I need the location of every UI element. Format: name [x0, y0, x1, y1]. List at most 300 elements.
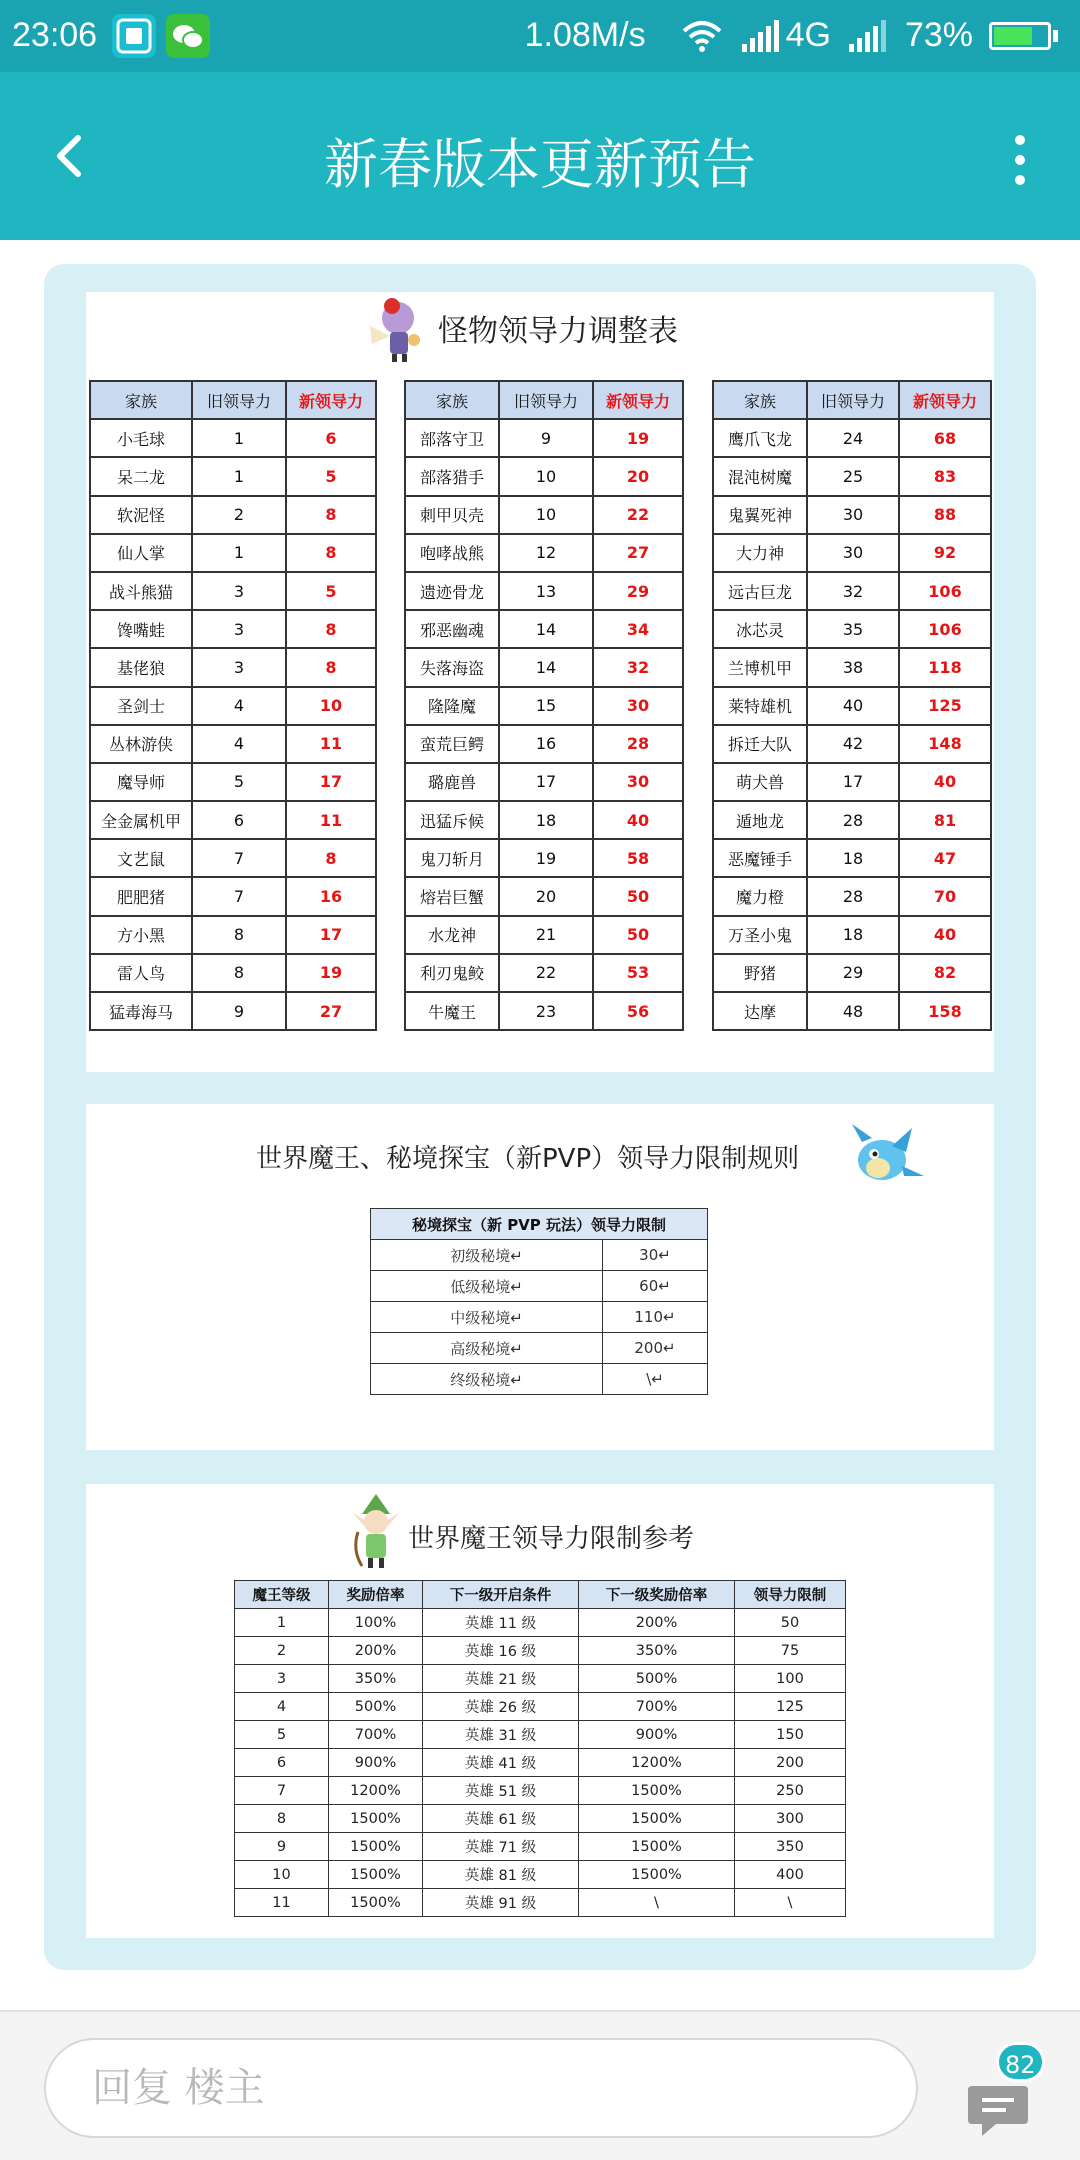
- family-cell: 刺甲贝壳: [405, 496, 499, 534]
- reward-rate-cell: 700%: [329, 1721, 423, 1749]
- new-leadership-cell: 8: [286, 839, 376, 877]
- new-leadership-cell: 20: [593, 457, 683, 495]
- old-leadership-cell: 19: [499, 839, 593, 877]
- old-leadership-cell: 24: [807, 419, 899, 457]
- table-row: [713, 457, 991, 495]
- boss-level-cell: 11: [235, 1889, 329, 1917]
- table-row: [371, 1240, 708, 1271]
- family-cell: 小毛球: [90, 419, 192, 457]
- new-leadership-cell: 8: [286, 534, 376, 572]
- new-leadership-cell: 106: [899, 610, 991, 648]
- new-leadership-cell: 58: [593, 839, 683, 877]
- new-leadership-cell: 88: [899, 496, 991, 534]
- new-leadership-cell: 50: [593, 877, 683, 915]
- pvp-card: [86, 1104, 994, 1450]
- new-leadership-cell: 148: [899, 725, 991, 763]
- realm-limit-cell: 110↵: [603, 1302, 708, 1333]
- header-family: 家族: [713, 381, 807, 419]
- family-cell: 混沌树魔: [713, 457, 807, 495]
- new-leadership-cell: 70: [899, 877, 991, 915]
- old-leadership-cell: 20: [499, 877, 593, 915]
- old-leadership-cell: 3: [192, 572, 286, 610]
- old-leadership-cell: 7: [192, 877, 286, 915]
- more-vert-icon[interactable]: [1010, 132, 1030, 188]
- family-cell: 恶魔锤手: [713, 839, 807, 877]
- family-cell: 全金属机甲: [90, 801, 192, 839]
- next-condition-cell: 英雄 31 级: [423, 1721, 579, 1749]
- family-cell: 文艺鼠: [90, 839, 192, 877]
- new-leadership-cell: 8: [286, 610, 376, 648]
- new-leadership-cell: 8: [286, 648, 376, 686]
- old-leadership-cell: 17: [807, 763, 899, 801]
- family-cell: 莱特雄机: [713, 687, 807, 725]
- realm-limit-cell: 30↵: [603, 1240, 708, 1271]
- table-row: [713, 992, 991, 1030]
- next-condition-cell: 英雄 51 级: [423, 1777, 579, 1805]
- next-reward-cell: 350%: [579, 1637, 735, 1665]
- new-leadership-cell: 92: [899, 534, 991, 572]
- next-condition-cell: 英雄 41 级: [423, 1749, 579, 1777]
- next-condition-cell: 英雄 61 级: [423, 1805, 579, 1833]
- signal-icon-2: [847, 20, 889, 52]
- reward-rate-cell: 1500%: [329, 1889, 423, 1917]
- old-leadership-cell: 38: [807, 648, 899, 686]
- table-row: [713, 763, 991, 801]
- family-cell: 隆隆魔: [405, 687, 499, 725]
- old-leadership-cell: 30: [807, 496, 899, 534]
- family-cell: 远古巨龙: [713, 572, 807, 610]
- old-leadership-cell: 30: [807, 534, 899, 572]
- new-leadership-cell: 19: [593, 419, 683, 457]
- new-leadership-cell: 5: [286, 457, 376, 495]
- old-leadership-cell: 23: [499, 992, 593, 1030]
- table-row: [90, 572, 376, 610]
- family-cell: 鬼刀斩月: [405, 839, 499, 877]
- realm-name-cell: 初级秘境↵: [371, 1240, 603, 1271]
- family-cell: 达摩: [713, 992, 807, 1030]
- table-row: [405, 496, 683, 534]
- table-row: [90, 839, 376, 877]
- header-old: 旧领导力: [499, 381, 593, 419]
- leadership-table-2: [404, 380, 684, 1031]
- new-leadership-cell: 10: [286, 687, 376, 725]
- old-leadership-cell: 1: [192, 457, 286, 495]
- boss-level-cell: 3: [235, 1665, 329, 1693]
- new-leadership-cell: 81: [899, 801, 991, 839]
- header-boss-level: 魔王等级: [235, 1581, 329, 1609]
- table-row: [371, 1302, 708, 1333]
- family-cell: 软泥怪: [90, 496, 192, 534]
- new-leadership-cell: 29: [593, 572, 683, 610]
- family-cell: 蛮荒巨鳄: [405, 725, 499, 763]
- family-cell: 遁地龙: [713, 801, 807, 839]
- old-leadership-cell: 42: [807, 725, 899, 763]
- new-leadership-cell: 22: [593, 496, 683, 534]
- reward-rate-cell: 1500%: [329, 1861, 423, 1889]
- new-leadership-cell: 8: [286, 496, 376, 534]
- comment-count-badge: 82: [996, 2042, 1045, 2082]
- next-reward-cell: 500%: [579, 1665, 735, 1693]
- next-condition-cell: 英雄 11 级: [423, 1609, 579, 1637]
- old-leadership-cell: 18: [807, 916, 899, 954]
- boss-card: [86, 1484, 994, 1938]
- family-cell: 圣剑士: [90, 687, 192, 725]
- network-type: 4G: [785, 16, 831, 54]
- leadership-limit-cell: 350: [735, 1833, 846, 1861]
- header-new: 新领导力: [286, 381, 376, 419]
- leadership-limit-cell: 400: [735, 1861, 846, 1889]
- table-row: [90, 457, 376, 495]
- family-cell: 水龙神: [405, 916, 499, 954]
- table-row: [405, 877, 683, 915]
- new-leadership-cell: 34: [593, 610, 683, 648]
- table-row: [405, 572, 683, 610]
- screenshot-icon: [112, 14, 156, 58]
- boss-level-cell: 5: [235, 1721, 329, 1749]
- family-cell: 鹰爪飞龙: [713, 419, 807, 457]
- leadership-title: 怪物领导力调整表: [438, 314, 678, 349]
- leadership-limit-cell: 150: [735, 1721, 846, 1749]
- leadership-table-1: [89, 380, 377, 1031]
- table-row: [235, 1665, 846, 1693]
- pvp-title: 世界魔王、秘境探宝（新PVP）领导力限制规则: [256, 1144, 800, 1174]
- table-row: [371, 1364, 708, 1395]
- reward-rate-cell: 1500%: [329, 1805, 423, 1833]
- table-row: [405, 801, 683, 839]
- old-leadership-cell: 13: [499, 572, 593, 610]
- table-row: [405, 534, 683, 572]
- table-row: [713, 610, 991, 648]
- old-leadership-cell: 12: [499, 534, 593, 572]
- leadership-limit-cell: \: [735, 1889, 846, 1917]
- monster-mascot-icon: [362, 292, 432, 364]
- table-row: [713, 839, 991, 877]
- family-cell: 魔导师: [90, 763, 192, 801]
- new-leadership-cell: 5: [286, 572, 376, 610]
- family-cell: 雷人鸟: [90, 954, 192, 992]
- family-cell: 利刃鬼鲛: [405, 954, 499, 992]
- new-leadership-cell: 17: [286, 763, 376, 801]
- family-cell: 馋嘴蛙: [90, 610, 192, 648]
- old-leadership-cell: 16: [499, 725, 593, 763]
- table-row: [235, 1805, 846, 1833]
- next-reward-cell: 1500%: [579, 1861, 735, 1889]
- old-leadership-cell: 25: [807, 457, 899, 495]
- comment-icon[interactable]: [966, 2080, 1030, 2140]
- family-cell: 部落守卫: [405, 419, 499, 457]
- family-cell: 鬼翼死神: [713, 496, 807, 534]
- old-leadership-cell: 32: [807, 572, 899, 610]
- table-row: [713, 801, 991, 839]
- next-reward-cell: 1500%: [579, 1805, 735, 1833]
- table-row: [713, 419, 991, 457]
- family-cell: 璐鹿兽: [405, 763, 499, 801]
- status-time: 23:06: [12, 16, 98, 54]
- new-leadership-cell: 11: [286, 801, 376, 839]
- new-leadership-cell: 68: [899, 419, 991, 457]
- old-leadership-cell: 8: [192, 954, 286, 992]
- table-row: [235, 1777, 846, 1805]
- table-row: [90, 534, 376, 572]
- next-condition-cell: 英雄 16 级: [423, 1637, 579, 1665]
- family-cell: 万圣小鬼: [713, 916, 807, 954]
- table-row: [713, 534, 991, 572]
- family-cell: 熔岩巨蟹: [405, 877, 499, 915]
- new-leadership-cell: 30: [593, 763, 683, 801]
- new-leadership-cell: 158: [899, 992, 991, 1030]
- family-cell: 牛魔王: [405, 992, 499, 1030]
- page-title: 新春版本更新预告: [324, 133, 756, 196]
- header-new: 新领导力: [899, 381, 991, 419]
- pvp-header: 秘境探宝（新 PVP 玩法）领导力限制: [371, 1209, 708, 1240]
- old-leadership-cell: 10: [499, 457, 593, 495]
- table-row: [235, 1861, 846, 1889]
- table-row: [713, 496, 991, 534]
- table-row: [90, 916, 376, 954]
- old-leadership-cell: 2: [192, 496, 286, 534]
- reply-input[interactable]: 回复 楼主: [44, 2038, 918, 2138]
- realm-name-cell: 终级秘境↵: [371, 1364, 603, 1395]
- next-reward-cell: \: [579, 1889, 735, 1917]
- boss-level-cell: 4: [235, 1693, 329, 1721]
- next-reward-cell: 700%: [579, 1693, 735, 1721]
- next-condition-cell: 英雄 26 级: [423, 1693, 579, 1721]
- family-cell: 遗迹骨龙: [405, 572, 499, 610]
- header-reward-rate: 奖励倍率: [329, 1581, 423, 1609]
- leadership-limit-cell: 50: [735, 1609, 846, 1637]
- boss-level-cell: 1: [235, 1609, 329, 1637]
- reward-rate-cell: 900%: [329, 1749, 423, 1777]
- signal-icon: [740, 20, 782, 52]
- old-leadership-cell: 8: [192, 916, 286, 954]
- table-row: [235, 1721, 846, 1749]
- next-condition-cell: 英雄 91 级: [423, 1889, 579, 1917]
- old-leadership-cell: 14: [499, 648, 593, 686]
- new-leadership-cell: 125: [899, 687, 991, 725]
- old-leadership-cell: 48: [807, 992, 899, 1030]
- family-cell: 呆二龙: [90, 457, 192, 495]
- family-cell: 肥肥猪: [90, 877, 192, 915]
- old-leadership-cell: 6: [192, 801, 286, 839]
- family-cell: 冰芯灵: [713, 610, 807, 648]
- status-bar: [0, 0, 1080, 72]
- table-row: [405, 457, 683, 495]
- old-leadership-cell: 3: [192, 610, 286, 648]
- header-next-reward: 下一级奖励倍率: [579, 1581, 735, 1609]
- new-leadership-cell: 53: [593, 954, 683, 992]
- reward-rate-cell: 200%: [329, 1637, 423, 1665]
- table-row: [405, 687, 683, 725]
- old-leadership-cell: 9: [192, 992, 286, 1030]
- new-leadership-cell: 50: [593, 916, 683, 954]
- reward-rate-cell: 1200%: [329, 1777, 423, 1805]
- new-leadership-cell: 82: [899, 954, 991, 992]
- family-cell: 失落海盗: [405, 648, 499, 686]
- battery-percent: 73%: [904, 16, 973, 54]
- leadership-limit-cell: 200: [735, 1749, 846, 1777]
- reward-rate-cell: 500%: [329, 1693, 423, 1721]
- leadership-limit-cell: 250: [735, 1777, 846, 1805]
- family-cell: 基佬狼: [90, 648, 192, 686]
- table-row: [235, 1833, 846, 1861]
- table-row: [235, 1889, 846, 1917]
- realm-limit-cell: 200↵: [603, 1333, 708, 1364]
- leadership-limit-cell: 75: [735, 1637, 846, 1665]
- table-row: [90, 610, 376, 648]
- realm-name-cell: 低级秘境↵: [371, 1271, 603, 1302]
- family-cell: 方小黑: [90, 916, 192, 954]
- new-leadership-cell: 40: [899, 916, 991, 954]
- table-row: [405, 648, 683, 686]
- table-row: [371, 1333, 708, 1364]
- table-row: [405, 610, 683, 648]
- next-condition-cell: 英雄 81 级: [423, 1861, 579, 1889]
- family-cell: 仙人掌: [90, 534, 192, 572]
- family-cell: 兰博机甲: [713, 648, 807, 686]
- wechat-icon: [166, 14, 210, 58]
- family-cell: 大力神: [713, 534, 807, 572]
- family-cell: 部落猎手: [405, 457, 499, 495]
- table-row: [90, 801, 376, 839]
- boss-level-cell: 9: [235, 1833, 329, 1861]
- header-new: 新领导力: [593, 381, 683, 419]
- app-bar: [0, 72, 1080, 240]
- table-row: [405, 839, 683, 877]
- header-family: 家族: [90, 381, 192, 419]
- boss-level-cell: 6: [235, 1749, 329, 1777]
- table-row: [235, 1693, 846, 1721]
- table-row: [713, 648, 991, 686]
- old-leadership-cell: 1: [192, 534, 286, 572]
- boss-title: 世界魔王领导力限制参考: [408, 1524, 695, 1554]
- next-reward-cell: 1500%: [579, 1833, 735, 1861]
- old-leadership-cell: 3: [192, 648, 286, 686]
- realm-limit-cell: 60↵: [603, 1271, 708, 1302]
- battery-icon: [989, 22, 1058, 50]
- table-row: [713, 954, 991, 992]
- realm-name-cell: 高级秘境↵: [371, 1333, 603, 1364]
- table-row: [90, 877, 376, 915]
- new-leadership-cell: 83: [899, 457, 991, 495]
- leadership-card: [86, 292, 994, 1072]
- table-row: [713, 572, 991, 610]
- table-row: [405, 916, 683, 954]
- new-leadership-cell: 11: [286, 725, 376, 763]
- new-leadership-cell: 32: [593, 648, 683, 686]
- old-leadership-cell: 29: [807, 954, 899, 992]
- header-family: 家族: [405, 381, 499, 419]
- reward-rate-cell: 100%: [329, 1609, 423, 1637]
- new-leadership-cell: 27: [593, 534, 683, 572]
- old-leadership-cell: 5: [192, 763, 286, 801]
- boss-level-cell: 7: [235, 1777, 329, 1805]
- new-leadership-cell: 28: [593, 725, 683, 763]
- old-leadership-cell: 17: [499, 763, 593, 801]
- table-row: [405, 954, 683, 992]
- leadership-limit-cell: 100: [735, 1665, 846, 1693]
- boss-level-cell: 2: [235, 1637, 329, 1665]
- table-row: [90, 687, 376, 725]
- family-cell: 邪恶幽魂: [405, 610, 499, 648]
- new-leadership-cell: 40: [593, 801, 683, 839]
- new-leadership-cell: 6: [286, 419, 376, 457]
- header-next-condition: 下一级开启条件: [423, 1581, 579, 1609]
- old-leadership-cell: 14: [499, 610, 593, 648]
- table-row: [405, 419, 683, 457]
- new-leadership-cell: 56: [593, 992, 683, 1030]
- old-leadership-cell: 15: [499, 687, 593, 725]
- table-row: [235, 1637, 846, 1665]
- family-cell: 猛毒海马: [90, 992, 192, 1030]
- new-leadership-cell: 106: [899, 572, 991, 610]
- table-row: [90, 496, 376, 534]
- new-leadership-cell: 40: [899, 763, 991, 801]
- next-reward-cell: 1200%: [579, 1749, 735, 1777]
- boss-level-cell: 8: [235, 1805, 329, 1833]
- table-row: [90, 992, 376, 1030]
- table-row: [90, 648, 376, 686]
- bottom-bar: [0, 2010, 1080, 2160]
- table-row: [713, 725, 991, 763]
- table-row: [713, 877, 991, 915]
- family-cell: 丛林游侠: [90, 725, 192, 763]
- old-leadership-cell: 1: [192, 419, 286, 457]
- old-leadership-cell: 35: [807, 610, 899, 648]
- old-leadership-cell: 21: [499, 916, 593, 954]
- old-leadership-cell: 22: [499, 954, 593, 992]
- family-cell: 咆哮战熊: [405, 534, 499, 572]
- table-row: [713, 687, 991, 725]
- table-row: [235, 1749, 846, 1777]
- next-condition-cell: 英雄 21 级: [423, 1665, 579, 1693]
- family-cell: 野猪: [713, 954, 807, 992]
- old-leadership-cell: 4: [192, 687, 286, 725]
- table-row: [90, 763, 376, 801]
- header-leadership-limit: 领导力限制: [735, 1581, 846, 1609]
- new-leadership-cell: 27: [286, 992, 376, 1030]
- dragon-mascot-icon: [842, 1120, 928, 1192]
- realm-name-cell: 中级秘境↵: [371, 1302, 603, 1333]
- old-leadership-cell: 28: [807, 801, 899, 839]
- boss-level-cell: 10: [235, 1861, 329, 1889]
- table-row: [371, 1271, 708, 1302]
- leadership-table-3: [712, 380, 992, 1031]
- family-cell: 拆迁大队: [713, 725, 807, 763]
- table-row: [405, 763, 683, 801]
- family-cell: 魔力橙: [713, 877, 807, 915]
- old-leadership-cell: 28: [807, 877, 899, 915]
- next-condition-cell: 英雄 71 级: [423, 1833, 579, 1861]
- pvp-table: [370, 1208, 708, 1395]
- reward-rate-cell: 1500%: [329, 1833, 423, 1861]
- family-cell: 迅猛斥候: [405, 801, 499, 839]
- leadership-limit-cell: 300: [735, 1805, 846, 1833]
- table-row: [405, 992, 683, 1030]
- new-leadership-cell: 30: [593, 687, 683, 725]
- next-reward-cell: 1500%: [579, 1777, 735, 1805]
- table-row: [90, 419, 376, 457]
- post-image[interactable]: [44, 264, 1036, 1970]
- reward-rate-cell: 350%: [329, 1665, 423, 1693]
- table-row: [713, 916, 991, 954]
- new-leadership-cell: 16: [286, 877, 376, 915]
- table-row: [90, 725, 376, 763]
- new-leadership-cell: 47: [899, 839, 991, 877]
- table-row: [235, 1609, 846, 1637]
- next-reward-cell: 200%: [579, 1609, 735, 1637]
- new-leadership-cell: 19: [286, 954, 376, 992]
- table-row: [90, 954, 376, 992]
